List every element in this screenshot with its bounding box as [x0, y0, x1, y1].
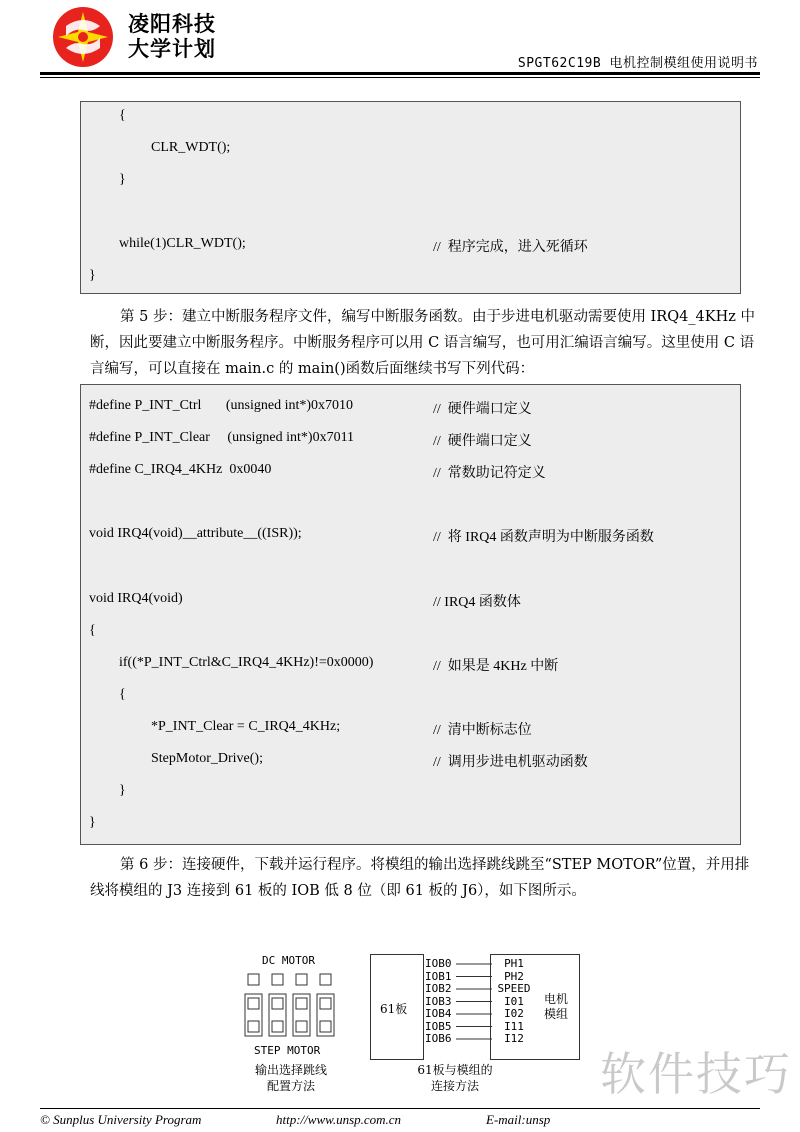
code-line: } [89, 268, 96, 283]
code-block-1 [80, 101, 741, 294]
jumper-caption [236, 1062, 346, 1094]
footer-website-link[interactable]: http://www.unsp.com.cn [276, 1112, 402, 1127]
pin-label: I02 [504, 1007, 524, 1020]
code-line: } [89, 815, 96, 830]
pin-label: PH2 [504, 969, 524, 983]
logo-line-2: 大学计划 [128, 37, 216, 61]
right-pin-list [494, 958, 534, 1046]
code-comment: // 常数助记符定义 [433, 466, 546, 481]
code-comment: // 硬件端口定义 [433, 402, 532, 417]
connection-wires [456, 958, 492, 1048]
code-comment: // IRQ4 函数体 [433, 595, 521, 610]
code-line: while(1)CLR_WDT(); [119, 236, 246, 251]
code-line: #define P_INT_Clear (unsigned int*)0x7011 [89, 430, 355, 445]
code-line: { [119, 687, 126, 702]
jumper-figure [236, 952, 346, 1098]
code-block-2 [80, 384, 741, 845]
board-61-label: 61板 [380, 1002, 408, 1016]
code-line: { [89, 623, 96, 638]
code-comment: // 清中断标志位 [433, 723, 532, 738]
code-line: } [119, 783, 126, 798]
code-line: *P_INT_Clear = C_IRQ4_4KHz; [151, 719, 341, 734]
connection-figure [370, 952, 585, 1098]
left-pin-list [425, 958, 452, 1046]
module-label-line-2: 模组 [544, 1007, 569, 1021]
step-6-paragraph: 第 6 步：连接硬件，下载并运行程序。将模组的输出选择跳线跳至“STEP MOTOR”位置，并用排线将模组的 J3 连接到 61 板的 IOB 低 8 位（即 61 板的 J6），如下图所示。 [90, 857, 750, 899]
pin-label: IOB3 [425, 994, 452, 1008]
jumper-caption-line-1: 输出选择跳线 [254, 1063, 327, 1077]
footer-copyright: © Sunplus University Program [40, 1112, 202, 1127]
pin-label: I11 [504, 1019, 524, 1033]
pin-label: IOB4 [425, 1007, 452, 1020]
watermark: 软件技巧 [600, 1047, 792, 1101]
code-line: CLR_WDT(); [151, 140, 231, 155]
code-comment: // 调用步进电机驱动函数 [433, 755, 588, 770]
code-line: void IRQ4(void)__attribute__((ISR)); [89, 526, 302, 541]
pin-label: IOB1 [425, 969, 452, 983]
connection-caption [390, 1062, 520, 1094]
code-line: } [119, 172, 126, 187]
pin-label: SPEED [497, 982, 531, 995]
code-line: #define C_IRQ4_4KHz 0x0040 [89, 462, 272, 477]
pin-label: I01 [504, 994, 524, 1008]
module-label-line-1: 电机 [544, 992, 569, 1006]
code-comment: // 将 IRQ4 函数声明为中断服务函数 [433, 530, 654, 545]
pin-label: PH1 [504, 957, 524, 970]
footer-rule [40, 1108, 760, 1109]
code-line: #define P_INT_Ctrl (unsigned int*)0x7010 [89, 398, 354, 413]
footer-email[interactable]: E-mail:unsp [486, 1112, 551, 1127]
code-comment: // 硬件端口定义 [433, 434, 532, 449]
logo-text [128, 12, 216, 62]
document-title: SPGT62C19B 电机控制模组使用说明书 [517, 56, 758, 71]
dc-motor-label: DC MOTOR [262, 954, 315, 967]
pin-label: IOB2 [425, 982, 452, 995]
step-motor-label: STEP MOTOR [254, 1044, 321, 1057]
jumper-caption-line-2: 配置方法 [266, 1079, 315, 1093]
pin-label: IOB6 [425, 1032, 452, 1045]
university-program-logo [52, 6, 114, 68]
module-label [544, 992, 568, 1022]
code-line: if((*P_INT_Ctrl&C_IRQ4_4KHz)!=0x0000) [119, 655, 374, 670]
pin-label: I12 [504, 1032, 524, 1045]
code-comment: // 如果是 4KHz 中断 [433, 659, 559, 674]
code-line: StepMotor_Drive(); [151, 751, 263, 766]
connection-caption-line-1: 61板与模组的 [417, 1063, 493, 1077]
code-line: { [119, 108, 126, 123]
code-comment: // 程序完成，进入死循环 [433, 240, 588, 255]
pin-label: IOB5 [425, 1019, 452, 1033]
header-rule-thin [40, 77, 760, 78]
step-5-paragraph: 第 5 步：建立中断服务程序文件，编写中断服务函数。由于步进电机驱动需要使用 IRQ4_4KHz 中断，因此要建立中断服务程序。中断服务程序可以用 C 语言编写，也可用汇编语言编写。这里使用 C 语言编写，可以直接在 main.c 的 main()函数后面继续书写下列代码： [90, 309, 756, 377]
jumper-pins-diagram [244, 970, 344, 1044]
header-rule [40, 72, 760, 75]
logo-line-1: 凌阳科技 [128, 12, 216, 36]
pin-label: IOB0 [425, 957, 452, 970]
code-line: void IRQ4(void) [89, 591, 183, 606]
connection-caption-line-2: 连接方法 [430, 1079, 479, 1093]
